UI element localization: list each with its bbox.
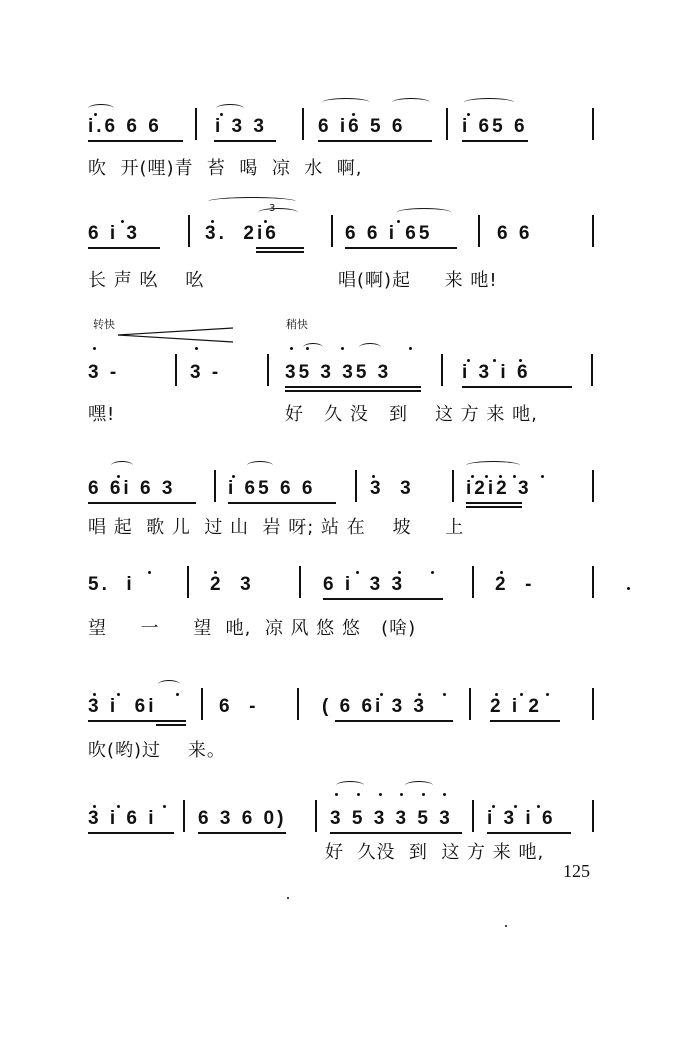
barline bbox=[592, 108, 594, 140]
beam-line bbox=[466, 502, 522, 504]
scan-speck bbox=[287, 897, 289, 899]
barline bbox=[214, 470, 216, 502]
note-group: 2 3 bbox=[210, 574, 254, 595]
beam-line bbox=[323, 598, 443, 600]
barline bbox=[188, 215, 190, 247]
barline bbox=[299, 566, 301, 598]
octave-dot bbox=[400, 793, 403, 796]
beam-line bbox=[88, 832, 174, 834]
slur bbox=[392, 98, 430, 107]
barline bbox=[315, 800, 317, 832]
note-group: 6 i 3 3 bbox=[323, 574, 406, 595]
barline bbox=[302, 108, 304, 140]
beam-line bbox=[156, 724, 186, 726]
beam-line bbox=[345, 247, 457, 249]
octave-dot bbox=[306, 347, 309, 350]
beam-line bbox=[88, 720, 186, 722]
lyric-line: 吹 开(哩)青 苔 喝 凉 水 啊, bbox=[88, 158, 363, 179]
octave-dot bbox=[176, 693, 179, 696]
beam-line bbox=[88, 502, 196, 504]
tempo-mark-zhuankuai: 转快 bbox=[93, 318, 115, 331]
slur bbox=[322, 98, 370, 107]
octave-dot bbox=[409, 347, 412, 350]
scan-speck bbox=[627, 587, 630, 590]
barline bbox=[592, 800, 594, 832]
note-group: i2i2 3 bbox=[466, 478, 532, 499]
note-group: 6 6 bbox=[497, 223, 533, 244]
barline bbox=[331, 215, 333, 247]
octave-dot bbox=[341, 347, 344, 350]
note-group: 3 3 bbox=[370, 478, 414, 499]
octave-dot bbox=[163, 805, 166, 808]
beam-line bbox=[466, 506, 522, 508]
octave-dot bbox=[379, 793, 382, 796]
barline bbox=[469, 688, 471, 720]
note-group: 3 5 3 3 5 3 bbox=[330, 808, 453, 829]
note-group: 3 - bbox=[190, 362, 222, 383]
barline bbox=[592, 470, 594, 502]
slur bbox=[247, 461, 273, 470]
note-group: i 65 6 bbox=[462, 116, 528, 137]
slur bbox=[464, 98, 514, 107]
octave-dot bbox=[335, 793, 338, 796]
octave-dot bbox=[546, 693, 549, 696]
lyric-line: 唱(啊)起 来 吔! bbox=[338, 270, 498, 291]
octave-dot bbox=[195, 347, 198, 350]
beam-line bbox=[318, 140, 432, 142]
octave-dot bbox=[290, 347, 293, 350]
slur bbox=[216, 104, 244, 113]
slur bbox=[88, 104, 114, 113]
slur bbox=[359, 343, 381, 352]
octave-dot bbox=[357, 793, 360, 796]
beam-line bbox=[198, 832, 286, 834]
barline bbox=[446, 108, 448, 140]
barline bbox=[195, 108, 197, 140]
barline bbox=[592, 215, 594, 247]
note-group: 6 - bbox=[219, 696, 259, 717]
note-group: 35 3 35 3 bbox=[285, 362, 392, 383]
beam-line bbox=[462, 386, 572, 388]
beam-line bbox=[228, 502, 336, 504]
note-group: 6 6 i 65 bbox=[345, 223, 433, 244]
crescendo-hairpin-icon bbox=[118, 327, 238, 343]
barline bbox=[441, 354, 443, 386]
barline bbox=[478, 215, 480, 247]
barline bbox=[452, 470, 454, 502]
beam-line bbox=[335, 720, 453, 722]
beam-line bbox=[88, 140, 183, 142]
beam-line bbox=[88, 247, 160, 249]
beam-line bbox=[487, 832, 571, 834]
note-group: 6 i 3 bbox=[88, 223, 140, 244]
lyric-line: 唱 起 歌 儿 过 山 岩 呀; 站 在 坡 上 bbox=[88, 517, 465, 538]
note-group: i 3 i 6 bbox=[462, 362, 531, 383]
octave-dot bbox=[541, 475, 544, 478]
note-group: 6 6i 6 3 bbox=[88, 478, 176, 499]
slur bbox=[208, 197, 296, 206]
tempo-mark-shaokuai: 稍快 bbox=[286, 318, 308, 331]
lyric-line: 望 一 望 吔, 凉 风 悠 悠 (啥) bbox=[88, 618, 417, 639]
octave-dot bbox=[431, 571, 434, 574]
barline bbox=[472, 800, 474, 832]
beam-line bbox=[285, 390, 421, 392]
note-group: 3. 2i6 bbox=[205, 223, 279, 244]
lyric-line: 长 声 吆 吆 bbox=[88, 270, 205, 291]
note-group: ( 6 6i 3 3 bbox=[322, 696, 427, 717]
lyric-line: 嘿! bbox=[88, 404, 116, 425]
octave-dot bbox=[443, 793, 446, 796]
barline bbox=[267, 354, 269, 386]
beam-line bbox=[490, 720, 560, 722]
octave-dot bbox=[93, 347, 96, 350]
barline bbox=[355, 470, 357, 502]
note-group: i.6 6 6 bbox=[88, 116, 162, 137]
slur bbox=[336, 781, 364, 790]
note-group: 5. i bbox=[88, 574, 135, 595]
note-group: i 65 6 6 bbox=[228, 478, 316, 499]
note-group: 3 - bbox=[88, 362, 120, 383]
barline bbox=[591, 354, 593, 386]
triplet-mark: 3 bbox=[269, 203, 276, 214]
note-group: 3 i 6i bbox=[88, 696, 157, 717]
slur bbox=[111, 461, 133, 470]
beam-line bbox=[214, 140, 276, 142]
barline bbox=[297, 688, 299, 720]
beam-line bbox=[256, 251, 304, 253]
note-group: 2 i 2 bbox=[490, 696, 542, 717]
lyric-line: 好 久没 到 这 方 来 吔, bbox=[325, 842, 545, 863]
note-group: i 3 i 6 bbox=[487, 808, 556, 829]
slur bbox=[158, 680, 180, 689]
note-group: i 3 3 bbox=[215, 116, 267, 137]
lyric-line: 好 久 没 到 这 方 来 吔, bbox=[285, 404, 538, 425]
lyric-line: 吹(哟)过 来。 bbox=[88, 740, 226, 761]
barline bbox=[187, 566, 189, 598]
barline bbox=[472, 566, 474, 598]
beam-line bbox=[256, 247, 304, 249]
scan-speck bbox=[505, 925, 507, 927]
barline bbox=[201, 688, 203, 720]
note-group: 6 i6 5 6 bbox=[318, 116, 406, 137]
note-group: 2 - bbox=[495, 574, 535, 595]
page-number: 125 bbox=[563, 861, 590, 881]
octave-dot bbox=[148, 571, 151, 574]
note-group: 3 i 6 i bbox=[88, 808, 157, 829]
note-group: 6 3 6 0) bbox=[198, 808, 287, 829]
beam-line bbox=[330, 832, 462, 834]
beam-line bbox=[285, 386, 421, 388]
barline bbox=[175, 354, 177, 386]
barline bbox=[183, 800, 185, 832]
slur bbox=[258, 208, 298, 217]
slur bbox=[405, 781, 433, 790]
barline bbox=[592, 566, 594, 598]
beam-line bbox=[462, 140, 528, 142]
slur bbox=[466, 461, 520, 470]
slur bbox=[397, 208, 451, 217]
octave-dot bbox=[443, 693, 446, 696]
barline bbox=[592, 688, 594, 720]
octave-dot bbox=[422, 793, 425, 796]
